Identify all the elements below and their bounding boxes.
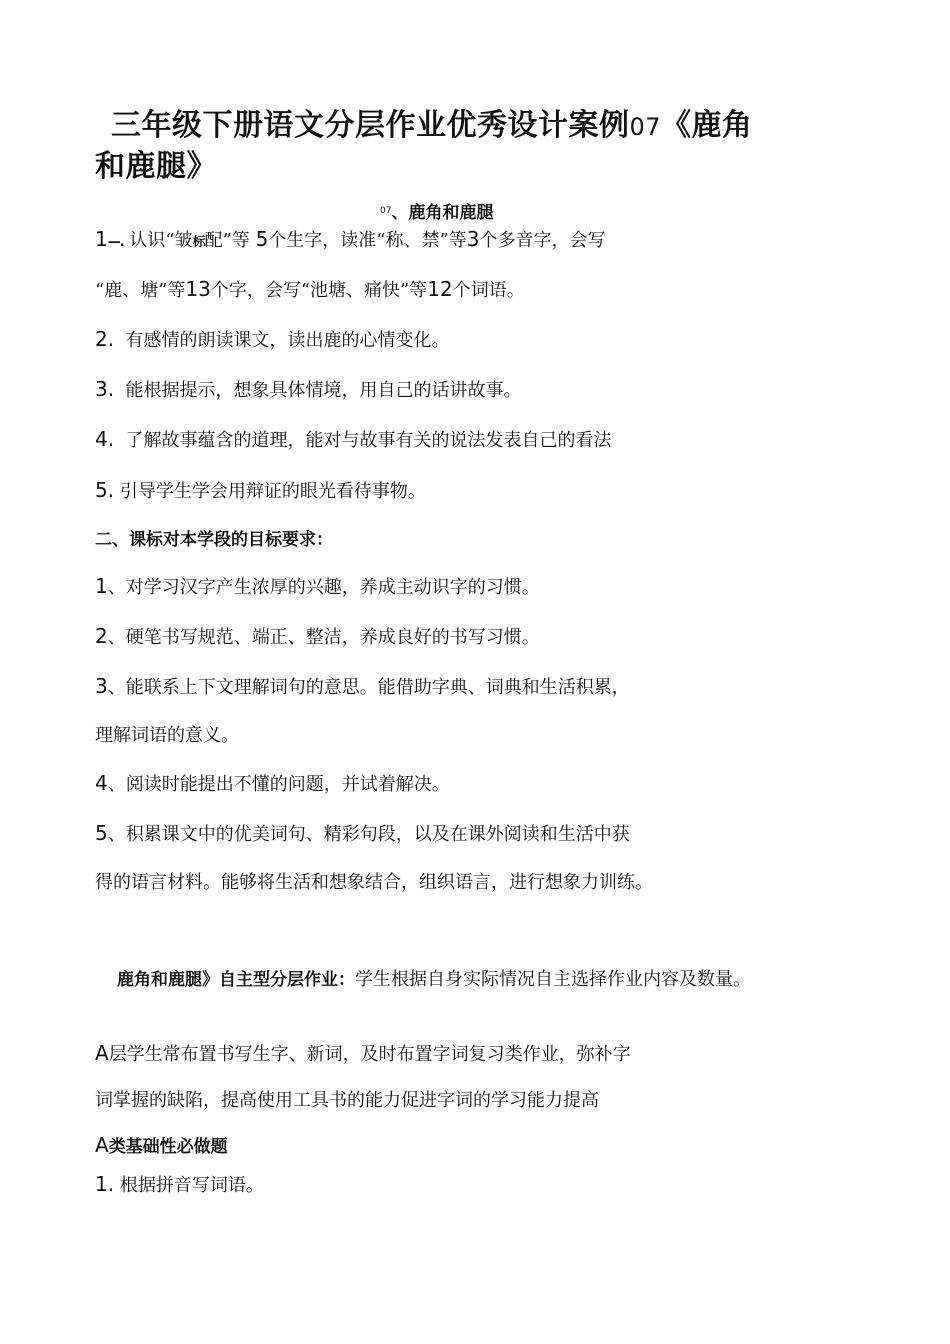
- standard-item-5: 5、积累课文中的优美词句、精彩句段，以及在课外阅读和生活中获: [95, 821, 630, 845]
- standard-item-3: 3、能联系上下文理解词句的意思。能借助字典、词典和生活积累，: [95, 674, 630, 698]
- subtitle-number: 07: [380, 206, 392, 216]
- title-number: 07: [629, 113, 662, 141]
- standard-item-1: 1、对学习汉字产生浓厚的兴趣，养成主动识字的习惯。: [95, 574, 540, 598]
- objective-5: 5. 引导学生学会用辩证的眼光看待事物。: [95, 478, 426, 502]
- strike-mark: —.: [107, 235, 124, 250]
- a-layer-line-1: A层学生常布置书写生字、新词，及时布置字词复习类作业，弥补字: [95, 1041, 631, 1065]
- question-1: 1. 根据拼音写词语。: [95, 1172, 264, 1196]
- a-layer-line-2: 词掌握的缺陷，提高使用工具书的能力促进字词的学习能力提高: [95, 1090, 599, 1111]
- title-line-2: 和鹿腿》: [95, 149, 217, 184]
- objective-1-continued: “鹿、塘”等13个字，会写“池塘、痛快”等12个词语。: [95, 277, 525, 301]
- overlay-glyph: 标: [192, 235, 205, 250]
- standard-item-2: 2、硬笔书写规范、端正、整洁，养成良好的书写习惯。: [95, 624, 540, 648]
- standard-item-5-continued: 得的语言材料。能够将生活和想象结合，组织语言，进行想象力训练。: [95, 872, 653, 893]
- lesson-subtitle: $^{07}$、鹿角和鹿腿: [380, 203, 494, 223]
- section-2-heading: 二、课标对本学段的目标要求：: [95, 530, 333, 550]
- homework-lead: 鹿角和鹿腿》自主型分层作业：: [117, 970, 355, 990]
- objective-3: 3. 能根据提示，想象具体情境，用自己的话讲故事。: [95, 377, 522, 401]
- a-class-heading: A类基础性必做题: [95, 1133, 228, 1157]
- objective-4: 4. 了解故事蕴含的道理，能对与故事有关的说法发表自己的看法: [95, 427, 612, 451]
- document-title: [95, 106, 815, 187]
- objective-2: 2. 有感情的朗读课文，读出鹿的心情变化。: [95, 327, 450, 351]
- standard-item-4: 4、阅读时能提出不懂的问题，并试着解决。: [95, 771, 450, 795]
- title-line-1: 三年级下册语文分层作业优秀设计案例07《鹿角: [111, 108, 753, 143]
- standard-item-3-continued: 理解词语的意义。: [95, 725, 239, 746]
- objective-1: 1—. 认识“皱标配”等 5个生字，读准“称、禁”等3个多音字，会写: [95, 227, 606, 251]
- homework-intro: 鹿角和鹿腿》自主型分层作业：学生根据自身实际情况自主选择作业内容及数量。: [95, 968, 795, 992]
